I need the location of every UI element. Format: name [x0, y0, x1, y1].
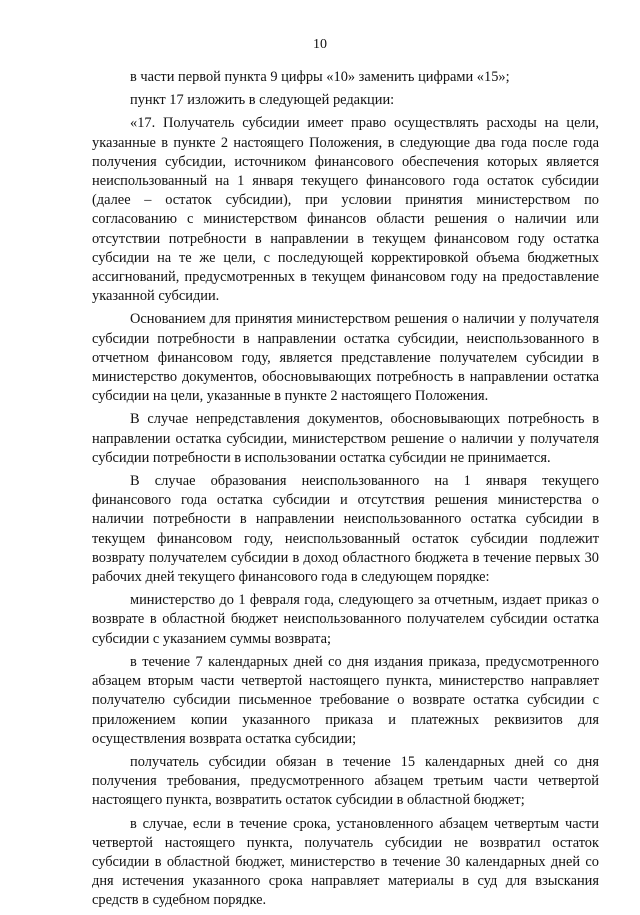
paragraph: в части первой пункта 9 цифры «10» заменить цифрами «15»;: [130, 69, 510, 85]
page-number: 10: [313, 37, 327, 52]
paragraph: в течение 7 календарных дней со дня издания приказа, предусмотренного абзацем вторым части четвертой настоящего пункта, министерство направляет получателю субсидии письменное требование о возврате остатка субсидии с приложением копии указанного приказа и платежных реквизитов для осуществления возврата остатка субсидии;: [92, 653, 599, 747]
paragraph: «17. Получатель субсидии имеет право осуществлять расходы на цели, указанные в пункте 2 настоящего Положения, в следующие два года после года получения субсидии, источником финансового обеспечения которых является неиспользованный на 1 января текущего финансового года остаток субсидии (далее – остаток субсидии), при условии принятия министерством по согласованию с министерством финансов области решения о наличии или отсутствии потребности в направлении в текущем финансовом году остатка субсидии на те же цели, с последующей корректировкой объема бюджетных ассигнований, предусмотренных в текущем финансовом году на предоставление указанной субсидии.: [92, 115, 599, 305]
paragraph: министерство до 1 февраля года, следующего за отчетным, издает приказ о возврате в областной бюджет неиспользованного получателем субсидии остатка субсидии с указанием суммы возврата;: [92, 592, 599, 647]
paragraph: В случае непредставления документов, обосновывающих потребность в направлении остатка субсидии, министерством решение о наличии у получателя субсидии потребности в использовании остатка субсидии не принимается.: [92, 411, 599, 466]
paragraph: получатель субсидии обязан в течение 15 календарных дней со дня получения требования, предусмотренного абзацем третьим части четвертой настоящего пункта, возвратить остаток субсидии в областной бюджет;: [92, 753, 599, 809]
document-body: [92, 68, 599, 915]
paragraph: пункт 17 изложить в следующей редакции:: [130, 92, 395, 109]
paragraph: Основанием для принятия министерством решения о наличии у получателя субсидии потребности в направлении остатка субсидии, неиспользованного в отчетном финансовом году, является представление получателем субсидии в министерство документов, обосновывающих потребность в направлении остатка субсидии на цели, указанные в пункте 2 настоящего Положения.: [92, 311, 599, 405]
paragraph: в случае, если в течение срока, установленного абзацем четвертым части четвертой настоящего пункта, получатель субсидии не возвратил остаток субсидии в областной бюджет, министерство в течение 30 календарных дней со дня истечения указанного срока направляет материалы в суд для взыскания средств в судебном порядке.: [92, 815, 599, 909]
paragraph: В случае образования неиспользованного на 1 января текущего финансового года остатка субсидии и отсутствия решения министерства о наличии потребности в направлении неиспользованного остатка субсидии в текущем финансовом году, неиспользованный остаток субсидии подлежит возврату получателем субсидии в доход областного бюджета в течение первых 30 рабочих дней текущего финансового года в следующем порядке:: [92, 473, 599, 586]
